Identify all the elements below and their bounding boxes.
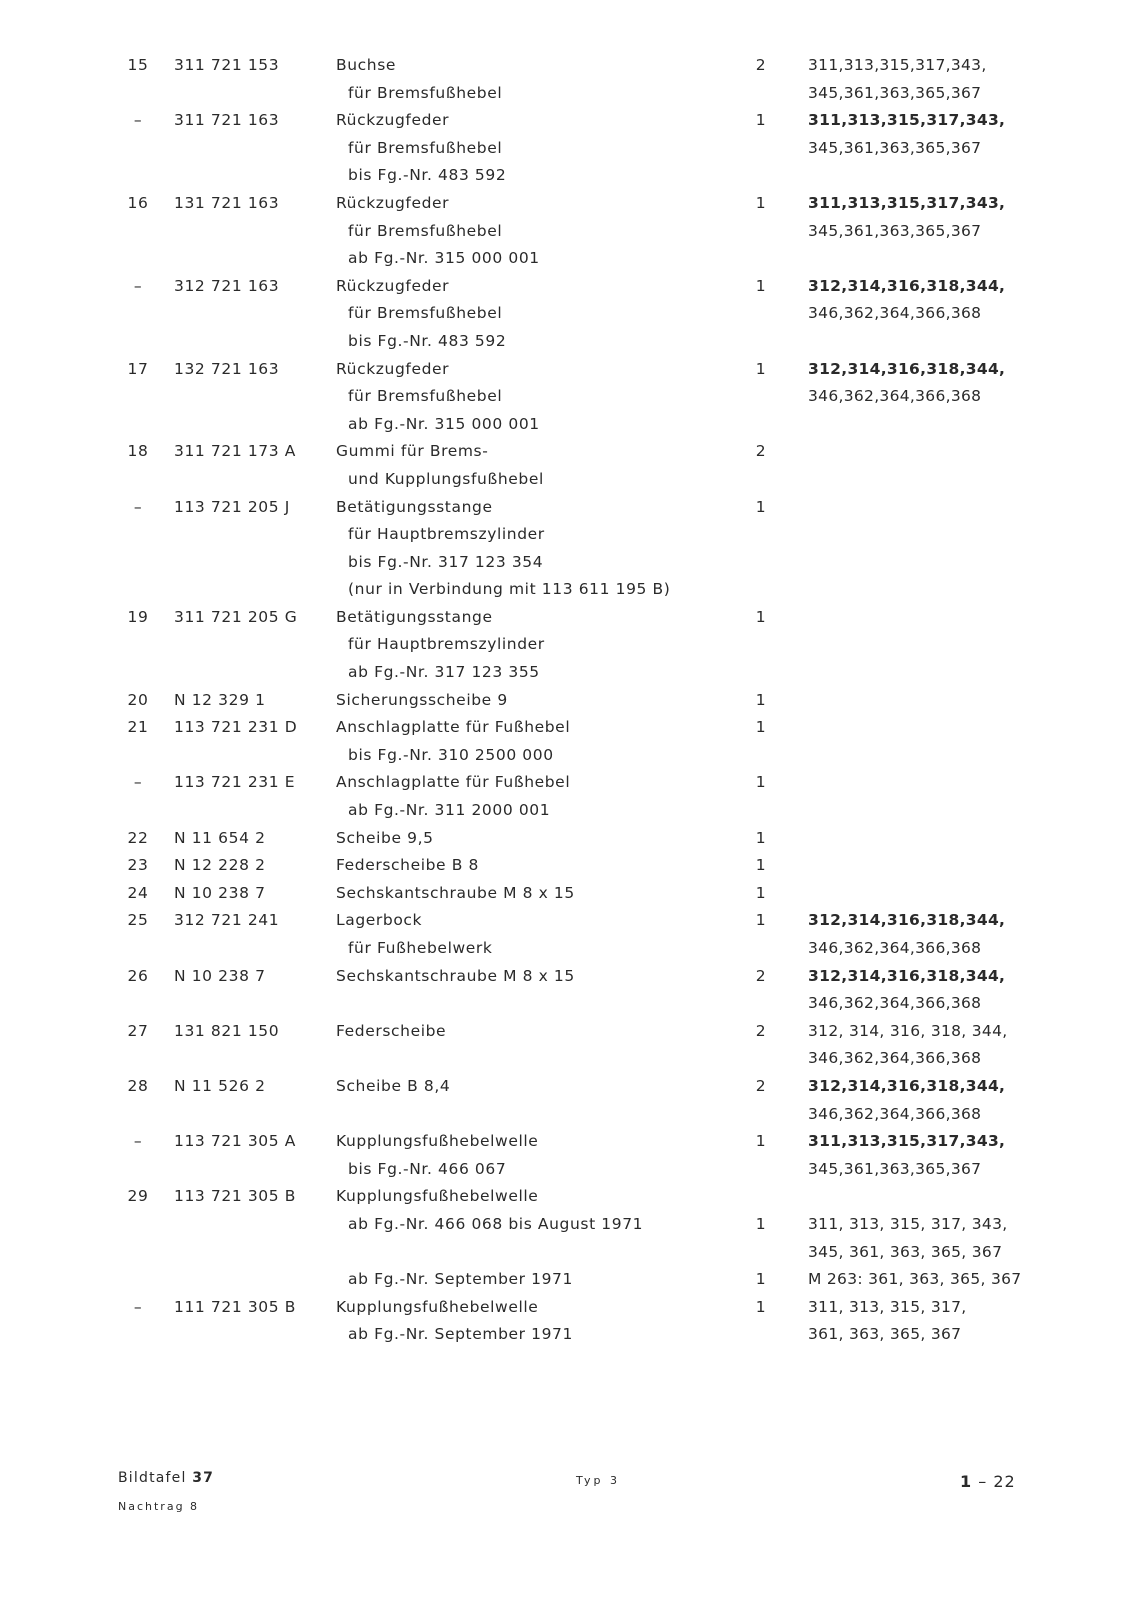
quantity: 1 — [755, 773, 767, 792]
model-applicability: 312,314,316,318,344, — [808, 911, 1006, 930]
part-description: Lagerbock — [336, 911, 423, 930]
quantity: 1 — [755, 718, 767, 737]
table-row — [0, 1239, 1133, 1267]
table-row — [0, 1073, 1133, 1101]
model-applicability: 311,313,315,317,343, — [808, 1132, 1006, 1151]
quantity: 1 — [755, 1297, 767, 1316]
model-applicability: 345,361,363,365,367 — [808, 1159, 982, 1178]
part-description: Kupplungsfußhebelwelle — [336, 1132, 539, 1151]
quantity: 1 — [755, 911, 767, 930]
page-chapter: 1 — [960, 1472, 973, 1491]
table-row — [0, 135, 1133, 163]
part-number: 132 721 163 — [174, 359, 280, 378]
table-row — [0, 1211, 1133, 1239]
part-number: N 12 228 2 — [174, 856, 266, 875]
part-description: Anschlagplatte für Fußhebel — [336, 718, 571, 737]
table-row — [0, 383, 1133, 411]
model-applicability: 345,361,363,365,367 — [808, 83, 982, 102]
table-row — [0, 797, 1133, 825]
quantity: 2 — [755, 56, 767, 74]
position-number: 17 — [127, 359, 149, 378]
table-row — [0, 963, 1133, 991]
part-description: Betätigungsstange — [336, 607, 493, 626]
position-number: 22 — [127, 828, 149, 847]
part-number: 311 721 163 — [174, 111, 280, 130]
position-number: 20 — [127, 690, 149, 709]
table-row — [0, 1294, 1133, 1322]
part-number: 131 721 163 — [174, 193, 280, 212]
table-row — [0, 549, 1133, 577]
part-number: 113 721 305 A — [174, 1132, 296, 1151]
position-number: 23 — [127, 856, 149, 875]
table-row — [0, 1266, 1133, 1294]
model-applicability: 312,314,316,318,344, — [808, 276, 1006, 295]
table-row — [0, 742, 1133, 770]
model-applicability: 346,362,364,366,368 — [808, 1049, 982, 1068]
part-number: N 11 654 2 — [174, 828, 266, 847]
quantity: 1 — [755, 193, 767, 212]
table-row — [0, 714, 1133, 742]
part-description: Scheibe B 8,4 — [336, 1076, 451, 1095]
table-row — [0, 1321, 1133, 1349]
model-applicability: 312,314,316,318,344, — [808, 359, 1006, 378]
position-number: – — [133, 773, 143, 792]
position-number: 15 — [127, 56, 149, 74]
plate-label: Bildtafel — [118, 1470, 187, 1486]
table-row — [0, 466, 1133, 494]
quantity: 1 — [755, 1132, 767, 1151]
table-row — [0, 162, 1133, 190]
model-applicability: 345,361,363,365,367 — [808, 221, 982, 240]
table-row — [0, 80, 1133, 108]
table-row — [0, 825, 1133, 853]
parts-table — [0, 52, 1133, 1349]
quantity: 1 — [755, 828, 767, 847]
quantity: 1 — [755, 856, 767, 875]
table-row — [0, 411, 1133, 439]
quantity: 1 — [755, 359, 767, 378]
position-number: 18 — [127, 442, 149, 461]
part-description: bis Fg.-Nr. 317 123 354 — [348, 552, 544, 571]
table-row — [0, 907, 1133, 935]
model-applicability: 346,362,364,366,368 — [808, 304, 982, 323]
table-row — [0, 631, 1133, 659]
table-row — [0, 356, 1133, 384]
table-row — [0, 659, 1133, 687]
table-row — [0, 300, 1133, 328]
quantity: 1 — [755, 276, 767, 295]
position-number: – — [133, 276, 143, 295]
part-description: Betätigungsstange — [336, 497, 493, 516]
table-row — [0, 935, 1133, 963]
table-row — [0, 880, 1133, 908]
part-number: 312 721 163 — [174, 276, 280, 295]
table-row — [0, 1101, 1133, 1129]
table-row — [0, 990, 1133, 1018]
part-description: bis Fg.-Nr. 466 067 — [348, 1159, 507, 1178]
page-number — [960, 1472, 1016, 1491]
table-row — [0, 1045, 1133, 1073]
table-row — [0, 328, 1133, 356]
part-description: ab Fg.-Nr. 315 000 001 — [348, 249, 540, 268]
part-description: bis Fg.-Nr. 483 592 — [348, 331, 507, 350]
part-number: N 12 329 1 — [174, 690, 266, 709]
part-description: bis Fg.-Nr. 310 2500 000 — [348, 745, 554, 764]
plate-reference — [118, 1470, 214, 1486]
part-number: 113 721 205 J — [174, 497, 290, 516]
part-description: Federscheibe B 8 — [336, 856, 479, 875]
part-number: 111 721 305 B — [174, 1297, 296, 1316]
part-number: 311 721 205 G — [174, 607, 298, 626]
part-description: Rückzugfeder — [336, 276, 450, 295]
table-row — [0, 218, 1133, 246]
table-row — [0, 273, 1133, 301]
table-row — [0, 190, 1133, 218]
table-row — [0, 494, 1133, 522]
part-description: ab Fg.-Nr. September 1971 — [348, 1270, 573, 1289]
part-description: Sechskantschraube M 8 x 15 — [336, 883, 575, 902]
model-applicability: 345, 361, 363, 365, 367 — [808, 1242, 1003, 1261]
position-number: – — [133, 497, 143, 516]
position-number: – — [133, 111, 143, 130]
part-description: Federscheibe — [336, 1021, 447, 1040]
supplement-label: Nachtrag 8 — [118, 1500, 200, 1513]
table-row — [0, 1156, 1133, 1184]
part-number: N 10 238 7 — [174, 966, 266, 985]
model-applicability: 311, 313, 315, 317, — [808, 1297, 967, 1316]
model-applicability: 346,362,364,366,368 — [808, 1104, 982, 1123]
position-number: 21 — [127, 718, 149, 737]
model-applicability: 346,362,364,366,368 — [808, 939, 982, 957]
model-applicability: 311,313,315,317,343, — [808, 111, 1006, 130]
position-number: 19 — [127, 607, 149, 626]
table-row — [0, 576, 1133, 604]
model-applicability: 312,314,316,318,344, — [808, 1076, 1006, 1095]
model-applicability: 311,313,315,317,343, — [808, 193, 1006, 212]
model-applicability: 346,362,364,366,368 — [808, 387, 982, 406]
part-description: ab Fg.-Nr. September 1971 — [348, 1325, 573, 1344]
part-description: Sicherungsscheibe 9 — [336, 690, 508, 709]
model-applicability: 312,314,316,318,344, — [808, 966, 1006, 985]
plate-number: 37 — [192, 1470, 215, 1486]
table-row — [0, 107, 1133, 135]
quantity: 2 — [755, 1076, 767, 1095]
part-description: für Hauptbremszylinder — [348, 525, 545, 544]
part-description: Rückzugfeder — [336, 111, 450, 130]
table-row — [0, 1183, 1133, 1211]
part-number: 113 721 231 E — [174, 773, 296, 792]
quantity: 1 — [755, 883, 767, 902]
part-number: 312 721 241 — [174, 911, 280, 930]
table-row — [0, 521, 1133, 549]
quantity: 1 — [755, 497, 767, 516]
table-row — [0, 687, 1133, 715]
part-description: Sechskantschraube M 8 x 15 — [336, 966, 575, 985]
part-description: und Kupplungsfußhebel — [348, 469, 544, 488]
position-number: – — [133, 1297, 143, 1316]
table-row — [0, 52, 1133, 80]
part-description: für Bremsfußhebel — [348, 387, 503, 406]
position-number: 24 — [127, 883, 149, 902]
part-description: ab Fg.-Nr. 315 000 001 — [348, 414, 540, 433]
quantity: 1 — [755, 607, 767, 626]
position-number: – — [133, 1132, 143, 1151]
part-description: ab Fg.-Nr. 317 123 355 — [348, 663, 540, 682]
quantity: 2 — [755, 966, 767, 985]
table-row — [0, 769, 1133, 797]
table-row — [0, 604, 1133, 632]
model-applicability: 346,362,364,366,368 — [808, 994, 982, 1013]
part-description: für Bremsfußhebel — [348, 138, 503, 157]
model-applicability: 361, 363, 365, 367 — [808, 1325, 962, 1344]
position-number: 25 — [127, 911, 149, 930]
part-number: 131 821 150 — [174, 1021, 280, 1040]
page-num: 22 — [993, 1472, 1016, 1491]
part-number: 311 721 153 — [174, 56, 280, 74]
position-number: 28 — [127, 1076, 149, 1095]
part-number: N 11 526 2 — [174, 1076, 266, 1095]
model-applicability: 312, 314, 316, 318, 344, — [808, 1021, 1008, 1040]
part-description: (nur in Verbindung mit 113 611 195 B) — [348, 580, 671, 599]
quantity: 1 — [755, 111, 767, 130]
part-description: Scheibe 9,5 — [336, 828, 434, 847]
part-description: Rückzugfeder — [336, 193, 450, 212]
quantity: 1 — [755, 1214, 767, 1233]
part-description: ab Fg.-Nr. 466 068 bis August 1971 — [348, 1214, 644, 1233]
part-description: Buchse — [336, 56, 397, 74]
table-row — [0, 438, 1133, 466]
quantity: 2 — [755, 1021, 767, 1040]
position-number: 16 — [127, 193, 149, 212]
page-separator: – — [972, 1472, 994, 1491]
part-description: Kupplungsfußhebelwelle — [336, 1187, 539, 1206]
part-description: Rückzugfeder — [336, 359, 450, 378]
model-applicability: M 263: 361, 363, 365, 367 — [808, 1270, 1022, 1289]
part-number: 311 721 173 A — [174, 442, 296, 461]
model-applicability: 311,313,315,317,343, — [808, 56, 987, 74]
part-description: Kupplungsfußhebelwelle — [336, 1297, 539, 1316]
position-number: 26 — [127, 966, 149, 985]
table-row — [0, 1018, 1133, 1046]
position-number: 29 — [127, 1187, 149, 1206]
part-description: Gummi für Brems- — [336, 442, 489, 461]
part-number: 113 721 305 B — [174, 1187, 296, 1206]
table-row — [0, 852, 1133, 880]
position-number: 27 — [127, 1021, 149, 1040]
vehicle-type: Typ 3 — [576, 1474, 620, 1487]
quantity: 1 — [755, 690, 767, 709]
quantity: 1 — [755, 1270, 767, 1289]
part-number: 113 721 231 D — [174, 718, 298, 737]
table-row — [0, 1128, 1133, 1156]
part-description: ab Fg.-Nr. 311 2000 001 — [348, 801, 551, 820]
part-description: für Bremsfußhebel — [348, 221, 503, 240]
part-description: für Bremsfußhebel — [348, 304, 503, 323]
model-applicability: 345,361,363,365,367 — [808, 138, 982, 157]
part-description: bis Fg.-Nr. 483 592 — [348, 166, 507, 185]
part-description: für Fußhebelwerk — [348, 939, 493, 957]
part-description: für Bremsfußhebel — [348, 83, 503, 102]
part-description: für Hauptbremszylinder — [348, 635, 545, 654]
quantity: 2 — [755, 442, 767, 461]
model-applicability: 311, 313, 315, 317, 343, — [808, 1214, 1008, 1233]
table-row — [0, 245, 1133, 273]
part-number: N 10 238 7 — [174, 883, 266, 902]
part-description: Anschlagplatte für Fußhebel — [336, 773, 571, 792]
